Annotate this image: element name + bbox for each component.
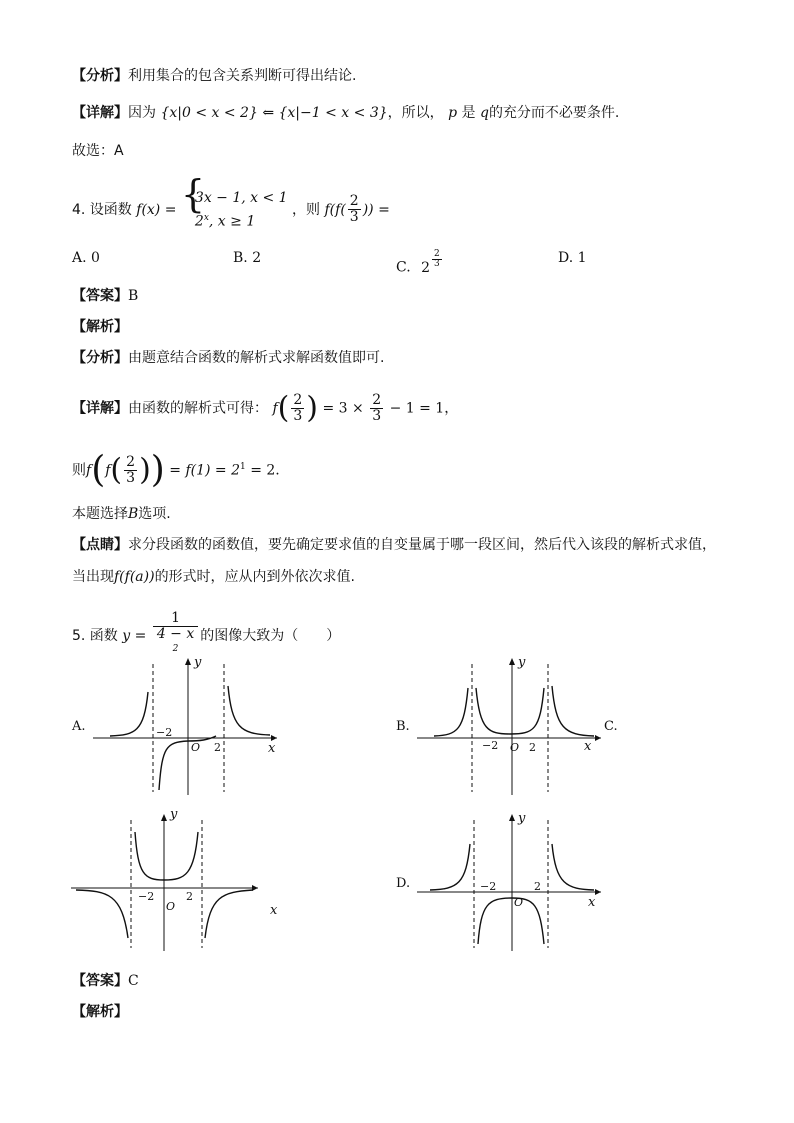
detail-tag: 【详解】 <box>72 105 128 121</box>
graph-b-y-label: y <box>518 655 526 670</box>
graph-a-y-label: y <box>194 655 202 670</box>
graph-b-y-arrow <box>509 658 515 665</box>
option-c-label: C. <box>396 259 411 276</box>
graph-b <box>414 652 604 797</box>
graph-d <box>414 808 604 953</box>
q4-then: ，则 <box>292 201 321 218</box>
option-c-exp-num: 2 <box>434 249 440 259</box>
graph-d-curve-left <box>430 844 470 890</box>
graph-c-tick-neg2: −2 <box>138 890 155 903</box>
graph-b-curve-left <box>434 688 468 736</box>
q4-tip-line-2 <box>72 567 355 587</box>
graph-b-curve-middle <box>476 688 544 734</box>
graph-a-tick-2: 2 <box>214 741 221 754</box>
q5-stem-suffix: 的图像大致为（ ） <box>200 627 341 644</box>
q4-jiexi-tag: 【解析】 <box>72 319 128 335</box>
eq1-den: 3 <box>293 408 303 424</box>
eq2-num: 2 <box>126 454 136 470</box>
q5-answer-line <box>72 971 139 991</box>
q4-ask-den: 3 <box>349 209 359 226</box>
graph-a-tick-neg2: −2 <box>156 726 173 739</box>
option-c-exponent <box>432 250 442 269</box>
graph-a-y-arrow <box>185 658 191 665</box>
option-b: B. 2 <box>233 250 262 266</box>
option-d: D. 1 <box>558 250 587 266</box>
q4-answer-line <box>72 286 138 306</box>
graph-d-label: D. <box>396 876 411 891</box>
option-c-exp-den: 3 <box>434 259 440 269</box>
eq1-mid: = 3 × <box>322 400 364 417</box>
eq1-num-2: 2 <box>372 392 382 408</box>
eq1-end: − 1 = 1， <box>389 400 459 417</box>
detail-prefix: 因为 <box>128 105 156 121</box>
eq1-rparen: ) <box>306 390 318 426</box>
graph-b-x-label: x <box>584 739 592 754</box>
graph-b-label: B. <box>396 719 410 734</box>
set-one: {x|0 < x < 2} <box>160 105 258 121</box>
eq2-rparen-outer: ) <box>150 449 165 491</box>
graph-b-x-arrow <box>595 735 601 741</box>
q5-den-text: 4 − x <box>156 626 195 642</box>
tip-text-2-prefix: 当出现 <box>72 569 114 585</box>
implied-by-arrow: ⇐ <box>262 105 275 121</box>
graph-c-label: C. <box>604 719 618 734</box>
set-two: {x|−1 < x < 3} <box>278 105 388 121</box>
graph-c-x-label: x <box>270 903 278 918</box>
graph-b-tick-2: 2 <box>529 741 536 754</box>
eq2-fraction <box>124 455 137 486</box>
graph-a-label: A. <box>72 719 86 734</box>
tip-text: 求分段函数的函数值，要先确定要求值的自变量属于哪一段区间，然后代入该段的解析式求值， <box>128 537 716 553</box>
q5-jiexi-tag: 【解析】 <box>72 1004 128 1020</box>
graph-b-origin: O <box>510 741 520 754</box>
graph-d-curve-right <box>552 844 594 890</box>
graph-c-curve-left <box>76 890 128 938</box>
conclusion-suffix: 选项. <box>138 506 171 522</box>
left-brace: { <box>180 172 206 216</box>
tip-ffa: f(f(a)) <box>114 569 155 585</box>
var-q: q <box>479 105 489 121</box>
eq2-den: 3 <box>126 470 136 486</box>
conclusion-b: B <box>128 506 139 522</box>
q4-ask-suffix: )) = <box>362 201 390 218</box>
q4-ask-fraction <box>348 194 361 225</box>
graph-d-x-label: x <box>588 895 596 910</box>
question-4-stem <box>72 172 390 232</box>
eq1-fraction-2 <box>370 393 383 424</box>
graph-d-tick-2: 2 <box>534 880 541 893</box>
eq2-lparen-inner: ( <box>110 452 123 488</box>
case2-exp: x <box>203 213 209 223</box>
option-c-base: 2 <box>421 259 431 276</box>
option-c <box>396 250 444 276</box>
detail-mid: ，所以， <box>387 105 444 121</box>
graph-d-y-label: y <box>518 811 526 826</box>
graph-a-x-label: x <box>268 741 276 756</box>
q5-y-eq: y = <box>122 627 147 644</box>
case2-base: 2 <box>194 213 204 230</box>
graph-d-tick-neg2: −2 <box>480 880 497 893</box>
eq1-den-2: 3 <box>372 408 382 424</box>
eq2-end: = f(1) = 2 <box>169 462 241 479</box>
tip-text-2-suffix: 的形式时，应从内到外依次求值. <box>154 569 356 585</box>
answer-value: B <box>128 288 139 304</box>
graph-b-tick-neg2: −2 <box>482 739 499 752</box>
piecewise-case-2 <box>195 208 288 232</box>
q4-stem-prefix: 4. 设函数 <box>72 201 132 218</box>
q5-stem-prefix: 5. 函数 <box>72 627 118 644</box>
q4-tip-line <box>72 535 716 555</box>
detail-shi: 是 <box>461 105 476 121</box>
q4-analysis-tag: 【分析】 <box>72 350 128 366</box>
q4-analysis-line <box>72 348 384 368</box>
detail-tail: 的充分而不必要条件. <box>488 105 620 121</box>
graph-a-curve-right <box>228 686 270 735</box>
analysis-line <box>72 66 356 86</box>
answer-tag: 【答案】 <box>72 288 128 304</box>
graph-c-y-arrow <box>161 814 167 821</box>
q4-analysis-text: 由题意结合函数的解析式求解函数值即可. <box>128 350 385 366</box>
detail-line <box>72 103 619 123</box>
tip-tag: 【点睛】 <box>72 537 128 553</box>
q4-eq2-line <box>72 449 280 491</box>
eq2-rparen-inner: ) <box>139 452 151 488</box>
graph-c-curve-middle <box>135 832 198 880</box>
graph-d-curve-middle <box>478 898 544 944</box>
graph-b-curve-right <box>552 686 594 736</box>
eq2-f-inner: f <box>105 462 111 479</box>
q4-detail-tag: 【详解】 <box>72 400 128 417</box>
eq1-num: 2 <box>293 392 303 408</box>
eq1-lparen: ( <box>277 390 290 426</box>
graph-c <box>68 808 283 953</box>
graph-d-x-arrow <box>595 889 601 895</box>
q5-answer-value: C <box>128 973 139 989</box>
graph-c-tick-2: 2 <box>186 890 193 903</box>
piecewise-case-1: 3x − 1, x < 1 <box>194 190 288 206</box>
analysis-tag: 【分析】 <box>72 68 128 84</box>
case2-cond: , x ≥ 1 <box>208 213 256 230</box>
graph-a-curve-left <box>110 692 148 736</box>
option-a: A. 0 <box>72 250 100 266</box>
eq2-f-outer: f <box>86 462 92 479</box>
eq2-tail: = 2. <box>250 462 280 479</box>
var-p: p <box>448 105 458 121</box>
eq2-lparen-outer: ( <box>91 449 106 491</box>
eq2-prefix: 则 <box>72 462 86 479</box>
graph-c-curve-right <box>205 890 253 938</box>
graph-c-y-label: y <box>170 807 178 822</box>
graph-a <box>90 652 280 797</box>
q4-ask-num: 2 <box>349 193 359 210</box>
eq1-f: f <box>272 400 278 417</box>
q4-detail-line <box>72 390 459 426</box>
q4-fx: f(x) = <box>136 201 177 218</box>
conclusion-prefix: 本题选择 <box>72 506 128 522</box>
q5-den-exp: 2 <box>172 644 179 654</box>
piecewise-function <box>180 172 288 232</box>
q4-ask-prefix: f(f( <box>324 201 346 218</box>
answer-choice-line: 故选：A <box>72 143 124 159</box>
graph-c-origin: O <box>166 900 176 913</box>
graph-a-origin: O <box>191 741 201 754</box>
eq1-fraction <box>291 393 304 424</box>
graph-d-origin: O <box>514 896 524 909</box>
eq2-exp: 1 <box>240 461 246 472</box>
analysis-text: 利用集合的包含关系判断可得出结论. <box>128 68 357 84</box>
q5-answer-tag: 【答案】 <box>72 973 128 989</box>
graph-d-y-arrow <box>509 814 515 821</box>
q4-conclusion-line <box>72 504 171 524</box>
q5-num: 1 <box>153 611 198 627</box>
q4-detail-text: 由函数的解析式可得： <box>128 400 268 417</box>
